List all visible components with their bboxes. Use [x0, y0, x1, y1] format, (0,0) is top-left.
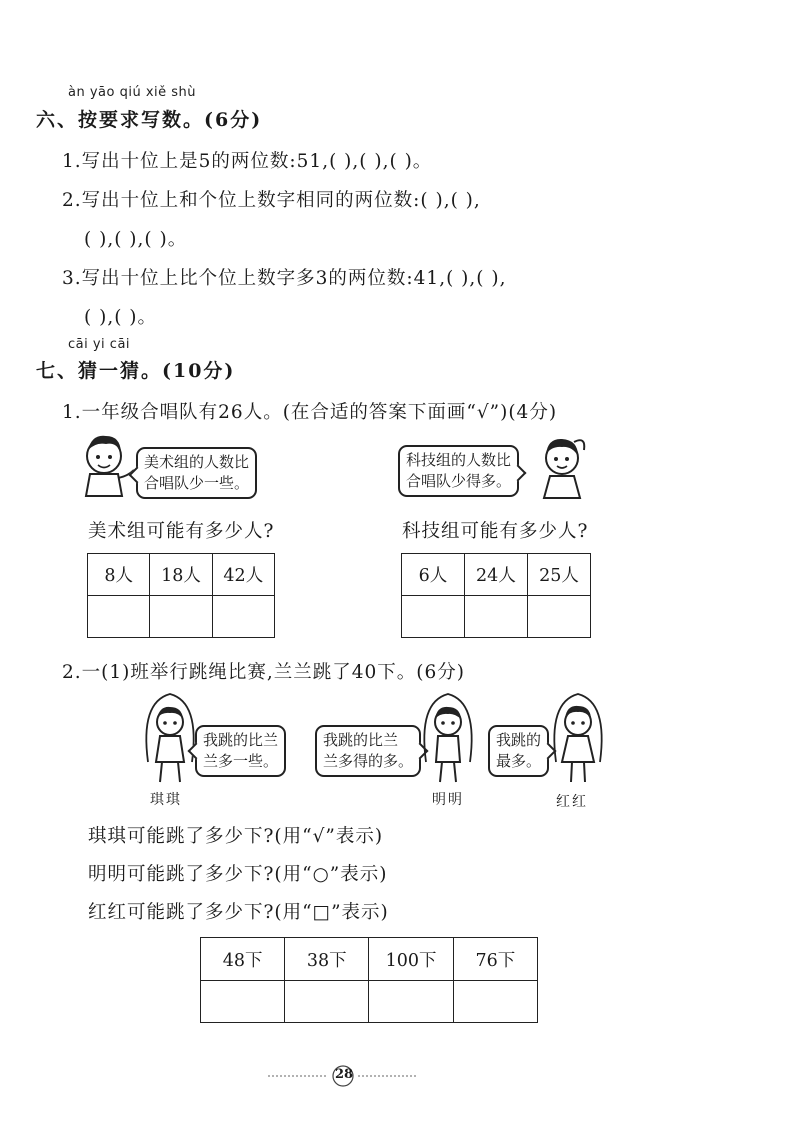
mingming-speech-bubble	[315, 725, 421, 777]
bubble-line: 合唱队少得多。	[406, 472, 512, 490]
answer-cell[interactable]	[369, 981, 453, 1023]
honghong-name: 红红	[556, 794, 588, 810]
option-cell: 38下	[285, 938, 369, 981]
qiqi-prompt: 琪琪可能跳了多少下?(用“√”表示)	[88, 826, 384, 847]
option-cell: 25人	[527, 554, 590, 596]
answer-cell[interactable]	[464, 596, 527, 638]
qiqi-name: 琪琪	[150, 792, 182, 808]
answer-cell[interactable]	[88, 596, 150, 638]
answer-cell[interactable]	[285, 981, 369, 1023]
option-cell: 76下	[453, 938, 537, 981]
art-group-options-table	[87, 553, 275, 638]
art-group-question: 美术组可能有多少人?	[88, 521, 275, 542]
section7-question-2: 2.一(1)班举行跳绳比赛,兰兰跳了40下。(6分)	[62, 662, 465, 683]
option-cell: 8人	[88, 554, 150, 596]
section6-question-3-line1: 3.写出十位上比个位上数字多3的两位数:41,( ),( ),	[62, 268, 507, 289]
bubble-line: 兰多得的多。	[323, 752, 414, 770]
option-cell: 18人	[150, 554, 212, 596]
honghong-speech-bubble	[488, 725, 549, 777]
answer-cell[interactable]	[201, 981, 285, 1023]
answer-cell[interactable]	[453, 981, 537, 1023]
bubble-line: 兰多一些。	[203, 752, 279, 770]
mingming-name: 明明	[432, 792, 464, 808]
answer-cell[interactable]	[150, 596, 212, 638]
section6-question-3-line2: ( ),( )。	[84, 307, 158, 328]
tech-group-speech-bubble	[398, 445, 519, 497]
option-cell: 6人	[402, 554, 465, 596]
page-number: 28	[335, 1067, 354, 1082]
mingming-jump-rope-illustration	[418, 692, 478, 788]
qiqi-jump-rope-illustration	[140, 692, 200, 788]
tech-group-options-table	[401, 553, 591, 638]
section6-question-2-line2: ( ),( ),( )。	[84, 229, 188, 250]
option-cell: 48下	[201, 938, 285, 981]
section7-title: 七、猜一猜。(10分)	[36, 360, 236, 382]
answer-cell[interactable]	[402, 596, 465, 638]
option-cell: 24人	[464, 554, 527, 596]
bubble-line: 最多。	[496, 752, 542, 770]
jump-rope-options-table	[200, 937, 538, 1023]
section6-pinyin: àn yāo qiú xiě shù	[68, 85, 197, 100]
qiqi-speech-bubble	[195, 725, 286, 777]
bubble-line: 美术组的人数比	[144, 453, 250, 471]
bubble-line: 科技组的人数比	[406, 451, 512, 469]
option-cell: 42人	[212, 554, 274, 596]
mingming-prompt: 明明可能跳了多少下?(用“○”表示)	[88, 864, 388, 885]
boy-illustration	[76, 430, 136, 500]
section6-question-2-line1: 2.写出十位上和个位上数字相同的两位数:( ),( ),	[62, 190, 481, 211]
bubble-line: 我跳的比兰	[203, 731, 279, 749]
section6-title: 六、按要求写数。(6分)	[36, 109, 263, 131]
section6-question-1: 1.写出十位上是5的两位数:51,( ),( ),( )。	[62, 151, 433, 172]
tech-group-question: 科技组可能有多少人?	[402, 521, 589, 542]
honghong-prompt: 红红可能跳了多少下?(用“□”表示)	[88, 902, 389, 923]
answer-cell[interactable]	[527, 596, 590, 638]
girl-illustration	[530, 432, 590, 502]
section7-question-1: 1.一年级合唱队有26人。(在合适的答案下面画“√”)(4分)	[62, 402, 558, 423]
bubble-line: 合唱队少一些。	[144, 474, 250, 492]
answer-cell[interactable]	[212, 596, 274, 638]
option-cell: 100下	[369, 938, 453, 981]
section7-pinyin: cāi yi cāi	[68, 337, 131, 352]
honghong-jump-rope-illustration	[548, 692, 608, 788]
bubble-line: 我跳的比兰	[323, 731, 399, 749]
art-group-speech-bubble	[136, 447, 257, 499]
bubble-line: 我跳的	[496, 731, 542, 749]
